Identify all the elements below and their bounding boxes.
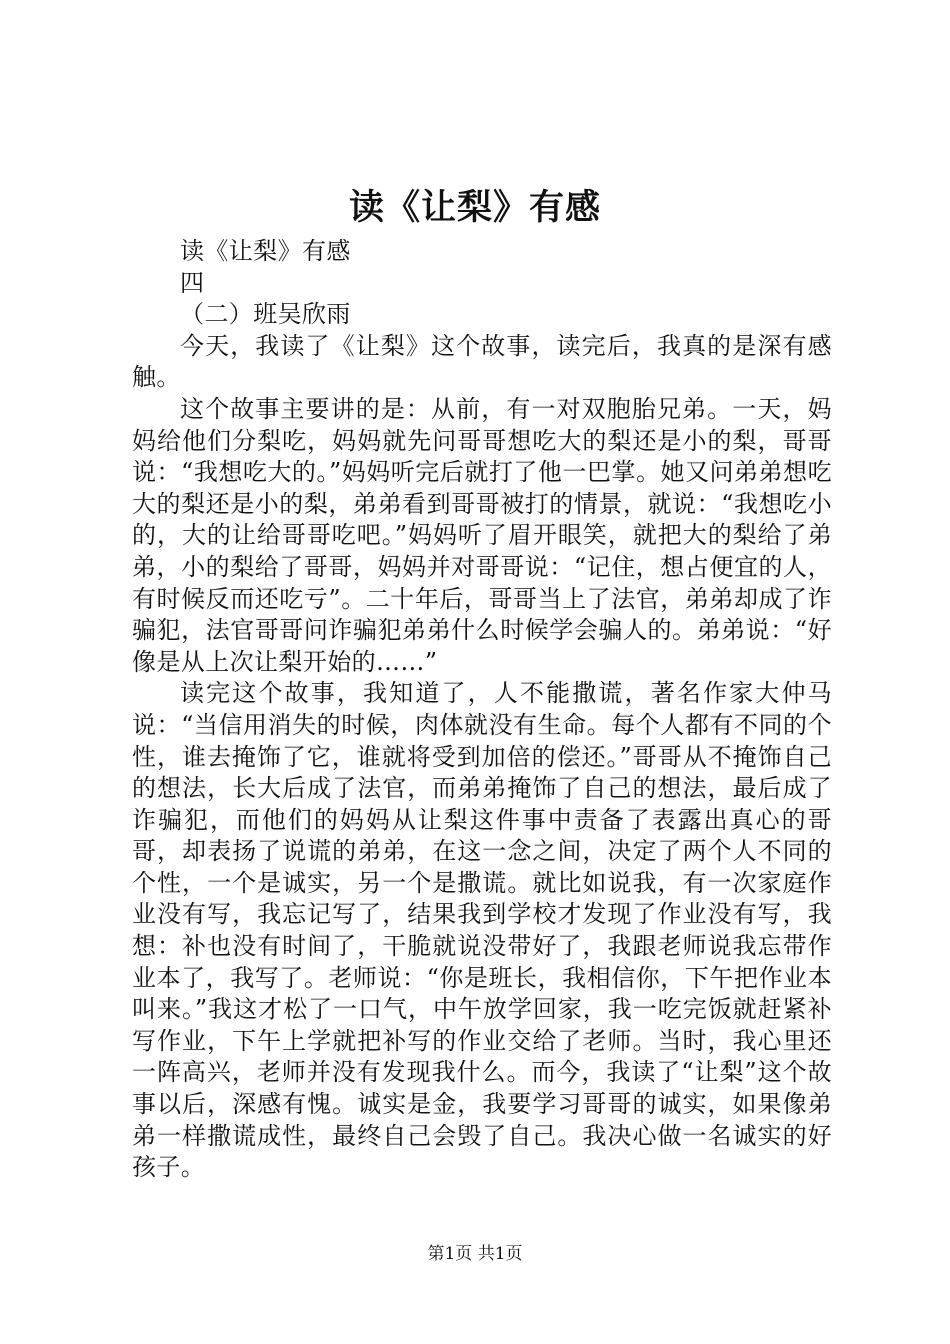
subtitle-line: 读《让梨》有感 <box>180 237 351 265</box>
page-footer: 第1页 共1页 <box>427 1244 523 1264</box>
document-title: 读《让梨》有感 <box>348 187 601 228</box>
paragraph-story: 这个故事主要讲的是：从前，有一对双胞胎兄弟。一天，妈妈给他们分梨吃，妈妈就先问哥哥想吃大的梨还是小的梨，哥哥说：“我想吃大的。”妈妈听完后就打了他一巴掌。她又问弟弟想吃大的梨还是小的梨，弟弟看到哥哥被打的情景，就说：“我想吃小的，大的让给哥哥吃吧。”妈妈听了眉开眼笑，就把大的梨给了弟弟，小的梨给了哥哥，妈妈并对哥哥说：“记住，想占便宜的人，有时候反而还吃亏”。二十年后，哥哥当上了法官，弟弟却成了诈骗犯，法官哥哥问诈骗犯弟弟什么时候学会骗人的。弟弟说：“好像是从上次让梨开始的……” <box>132 394 832 676</box>
paragraph-reflection: 读完这个故事，我知道了，人不能撒谎，著名作家大仲马说：“当信用消失的时候，肉体就没有生命。每个人都有不同的个性，谁去掩饰了它，谁就将受到加倍的偿还。”哥哥从不掩饰自己的想法，长大后成了法官，而弟弟掩饰了自己的想法，最后成了诈骗犯，而他们的妈妈从让梨这件事中责备了表露出真心的哥哥，却表扬了说谎的弟弟，在这一念之间，决定了两个人不同的个性，一个是诚实，另一个是撒谎。就比如说我，有一次家庭作业没有写，我忘记写了，结果我到学校才发现了作业没有写，我想：补也没有时间了，干脆就说没带好了，我跟老师说我忘带作业本了，我写了。老师说：“你是班长，我相信你，下午把作业本叫来。”我这才松了一口气，中午放学回家，我一吃完饭就赶紧补写作业，下午上学就把补写的作业交给了老师。当时，我心里还一阵高兴，老师并没有发现我什么。而今，我读了“让梨”这个故事以后，深感有愧。诚实是金，我要学习哥哥的诚实，如果像弟弟一样撒谎成性，最终自己会毁了自己。我决心做一名诚实的好孩子。 <box>132 679 832 1182</box>
grade-line: 四 <box>180 268 205 297</box>
author-line: （二）班吴欣雨 <box>180 300 351 329</box>
paragraph-intro: 今天，我读了《让梨》这个故事，读完后，我真的是深有感触。 <box>132 331 832 392</box>
document-body <box>132 236 832 1184</box>
